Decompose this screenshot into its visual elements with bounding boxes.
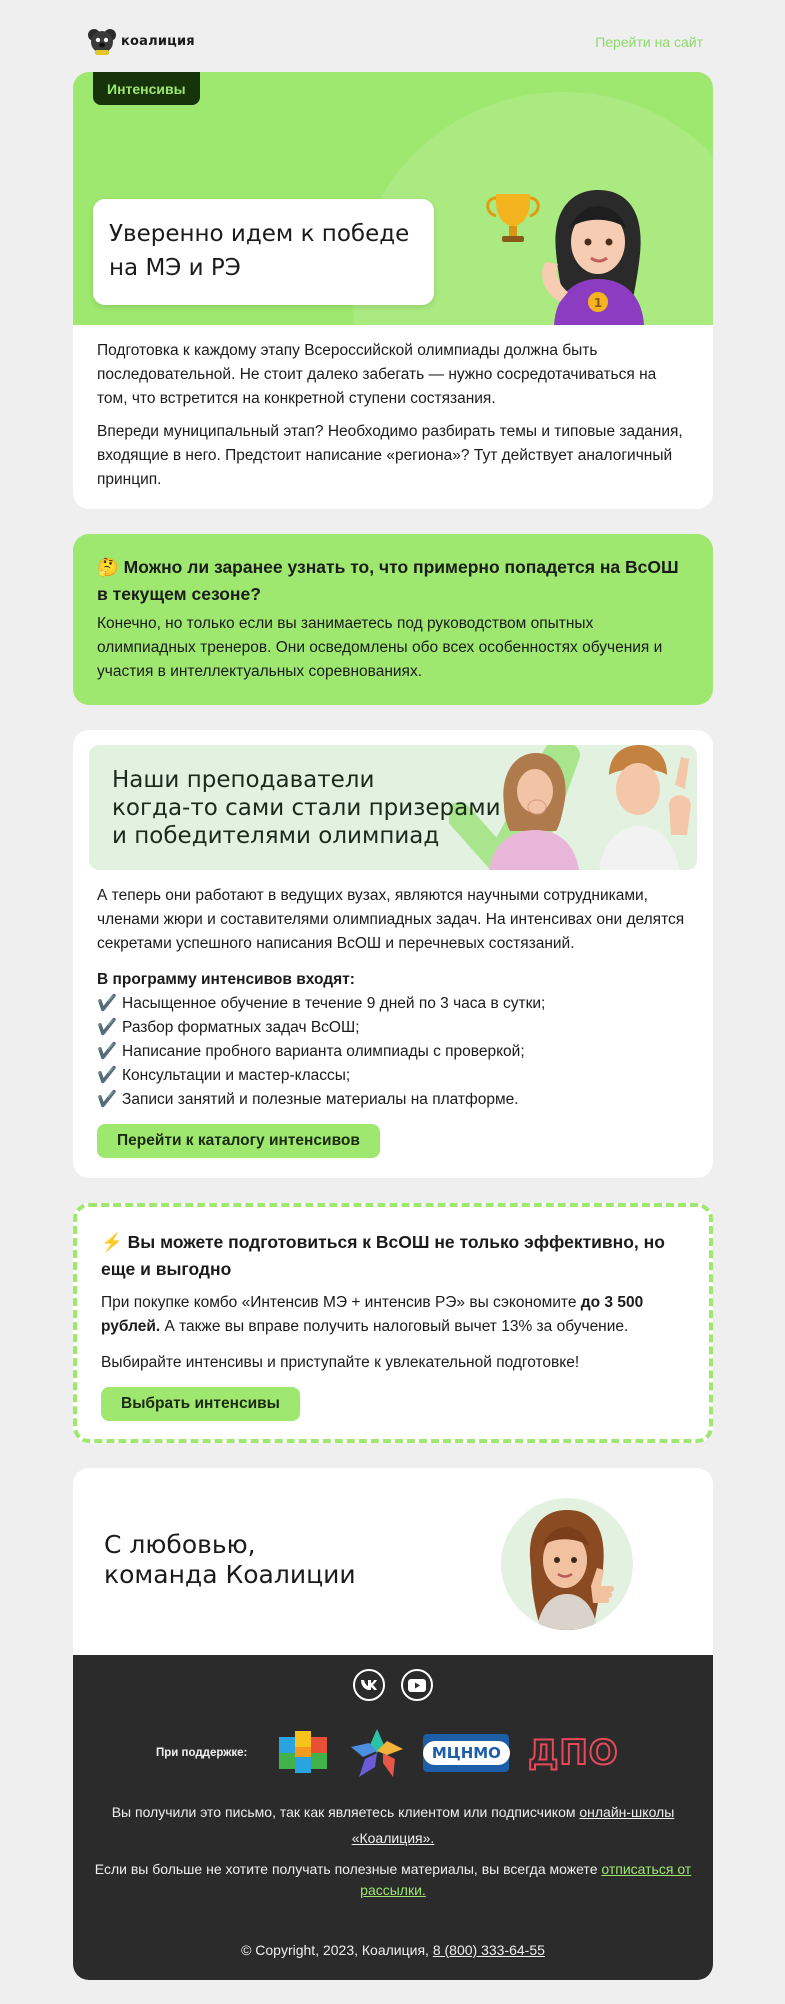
support-label: При поддержке: bbox=[156, 1747, 248, 1759]
list-item: ✔️ Разбор форматных задач ВсОШ; bbox=[97, 1016, 697, 1040]
promo-text: При покупке комбо «Интенсив МЭ + интенсив РЭ» вы сэкономите до 3 500 рублей. А также вы вправе получить налоговый вычет 13% за обучение. bbox=[101, 1294, 644, 1335]
hero-title-card bbox=[93, 199, 434, 305]
koalition-logo[interactable] bbox=[87, 26, 195, 56]
signoff-section bbox=[73, 1468, 713, 1655]
discount-amount: до 3 500 рублей. bbox=[101, 1294, 644, 1335]
mcnmo-logo-text: МЦНМО bbox=[423, 1741, 510, 1765]
girl-with-trophy-illustration bbox=[478, 172, 678, 325]
hero-banner bbox=[73, 72, 713, 325]
email-footer bbox=[73, 1655, 713, 1980]
catalog-button[interactable]: Перейти к каталогу интенсивов bbox=[97, 1124, 380, 1158]
phone-link[interactable]: 8 (800) 333-64-55 bbox=[432, 1942, 545, 1958]
go-to-site-link[interactable]: Перейти на сайт bbox=[595, 34, 703, 50]
intensives-badge: Интенсивы bbox=[93, 72, 200, 105]
youtube-icon[interactable] bbox=[401, 1669, 433, 1701]
subscription-reason: Вы получили это письмо, так как являетесь клиентом или подписчиком онлайн-школы «Коалиция». bbox=[111, 1804, 675, 1846]
school-link[interactable]: онлайн-школы «Коалиция». bbox=[351, 1804, 675, 1846]
intro-paragraph-1: Подготовка к каждому этапу Всероссийской олимпиады должна быть последовательной. Не стоит далеко забегать — нужно сосредотачиваться на том, что встретится на конкретной ступени состязания. bbox=[97, 342, 657, 407]
hero-title-line2: на МЭ и РЭ bbox=[109, 255, 241, 281]
partner-cube-logo-icon[interactable] bbox=[275, 1727, 331, 1779]
list-item: ✔️ Написание пробного варианта олимпиады с проверкой; bbox=[97, 1040, 697, 1064]
banner-line-3: и победителями олимпиад bbox=[112, 823, 440, 849]
program-list bbox=[97, 992, 697, 1112]
copyright: © Copyright, 2023, Коалиция, 8 (800) 333-64-55 bbox=[241, 1942, 545, 1958]
intro-paragraph-2: Впереди муниципальный этап? Необходимо разбирать темы и типовые задания, входящие в него. Предстоит написание «региона»? Тут действует аналогичный принцип. bbox=[97, 423, 683, 488]
hero-title-line1: Уверенно идем к победе bbox=[109, 221, 410, 247]
promo-title-text: Вы можете подготовиться к ВсОШ не только эффективно, но еще и выгодно bbox=[101, 1232, 665, 1279]
program-list-title: В программу интенсивов входят: bbox=[97, 971, 355, 988]
banner-line-2: когда-то сами стали призерами bbox=[112, 795, 501, 821]
promo-title bbox=[101, 1229, 685, 1283]
vk-icon[interactable] bbox=[353, 1669, 385, 1701]
question-answer: Конечно, но только если вы занимаетесь под руководством опытных олимпиадных тренеров. Они осведомлены обо всех особенностях обучения и участия в интеллектуальных соревнованиях. bbox=[97, 615, 663, 680]
social-links bbox=[73, 1669, 713, 1701]
list-item: ✔️ Насыщенное обучение в течение 9 дней по 3 часа в сутки; bbox=[97, 992, 697, 1016]
teachers-text: А теперь они работают в ведущих вузах, являются научными сотрудниками, членами жюри и составителями олимпиадных задач. На интенсивах они делятся секретами успешного написания ВсОШ и перечневых состязаний. bbox=[97, 887, 685, 952]
teachers-banner-title bbox=[112, 766, 501, 850]
teachers-body bbox=[97, 884, 697, 1158]
list-item: ✔️ Записи занятий и полезные материалы на платформе. bbox=[97, 1088, 697, 1112]
checkmark-icon: ✔️ bbox=[97, 1091, 117, 1108]
partner-star-logo-icon[interactable] bbox=[349, 1727, 405, 1779]
unsubscribe-link[interactable]: отписаться от рассылки. bbox=[360, 1861, 692, 1898]
teachers-banner bbox=[89, 745, 697, 870]
signoff-line-2: команда Коалиции bbox=[104, 1560, 356, 1589]
girl-thumbs-up-illustration bbox=[501, 1498, 633, 1630]
intro-section bbox=[73, 325, 713, 509]
signoff-text bbox=[104, 1530, 356, 1590]
signoff-line-1: С любовью, bbox=[104, 1530, 256, 1559]
dpo-logo-text: ДПО bbox=[528, 1733, 619, 1773]
question-block bbox=[73, 534, 713, 705]
teachers-section bbox=[73, 730, 713, 1178]
lightning-emoji-icon: ⚡ bbox=[101, 1232, 123, 1252]
promo-text-2: Выбирайте интенсивы и приступайте к увлекательной подготовке! bbox=[101, 1354, 580, 1371]
choose-intensives-button[interactable]: Выбрать интенсивы bbox=[101, 1387, 300, 1421]
trophy-icon bbox=[488, 194, 539, 242]
question-title bbox=[97, 554, 689, 608]
logo-text: коалиция bbox=[121, 33, 195, 49]
unsubscribe-text: Если вы больше не хотите получать полезные материалы, вы всегда можете отписаться от рассылки. bbox=[94, 1861, 692, 1898]
email-header bbox=[73, 20, 713, 66]
checkmark-icon: ✔️ bbox=[97, 1067, 117, 1084]
team-avatar bbox=[501, 1498, 633, 1630]
checkmark-icon: ✔️ bbox=[97, 995, 117, 1012]
partner-dpo-logo[interactable] bbox=[527, 1732, 619, 1774]
partner-mcnmo-logo[interactable] bbox=[423, 1734, 509, 1772]
question-title-text: Можно ли заранее узнать то, что примерно попадется на ВсОШ в текущем сезоне? bbox=[97, 557, 679, 604]
list-item: ✔️ Консультации и мастер-классы; bbox=[97, 1064, 697, 1088]
koala-logo-icon bbox=[87, 26, 117, 56]
banner-line-1: Наши преподаватели bbox=[112, 767, 375, 793]
medal-number: 1 bbox=[593, 296, 603, 310]
checkmark-icon: ✔️ bbox=[97, 1019, 117, 1036]
promo-block bbox=[73, 1203, 713, 1443]
thinking-emoji-icon: 🤔 bbox=[97, 557, 119, 577]
partners-row bbox=[156, 1727, 637, 1779]
checkmark-icon: ✔️ bbox=[97, 1043, 117, 1060]
